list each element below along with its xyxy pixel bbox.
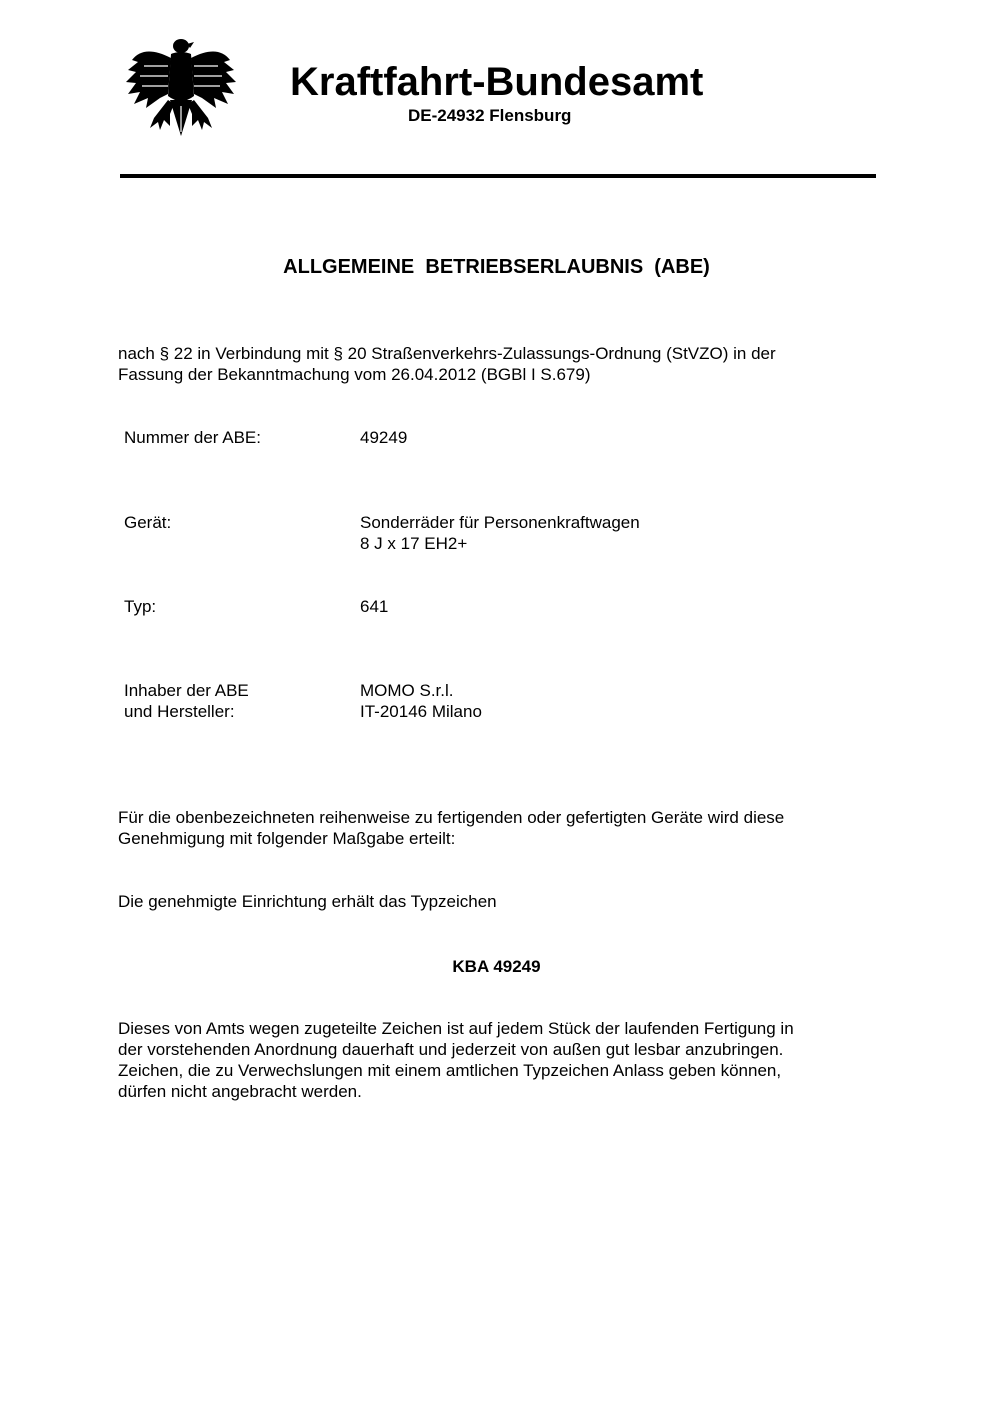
requirements-line: dürfen nicht angebracht werden. [118,1082,362,1101]
federal-eagle-icon [124,36,238,140]
type-label: Typ: [124,597,157,616]
header-divider [120,174,876,178]
device-label: Gerät: [124,513,172,532]
holder-value-line: IT-20146 Milano [360,702,482,721]
holder-value-line: MOMO S.r.l. [360,681,454,700]
legal-basis-line: Fassung der Bekanntmachung vom 26.04.2012 (BGBl I S.679) [118,365,591,384]
device-value-line: 8 J x 17 EH2+ [360,534,468,553]
legal-basis-paragraph [118,343,878,385]
approval-line: Genehmigung mit folgender Maßgabe erteilt: [118,829,456,848]
holder-value [360,680,482,722]
holder-label-line: und Hersteller: [124,702,235,721]
requirements-line: der vorstehenden Anordnung dauerhaft und jederzeit von außen gut lesbar anzubringen. [118,1040,784,1059]
requirements-line: Dieses von Amts wegen zugeteilte Zeichen ist auf jedem Stück der laufenden Fertigung in [118,1019,794,1038]
mark-requirements-paragraph [118,1018,878,1102]
legal-basis-line: nach § 22 in Verbindung mit § 20 Straßenverkehrs-Zulassungs-Ordnung (StVZO) in der [118,344,776,363]
type-value: 641 [360,597,389,616]
abe-number-value: 49249 [360,428,408,447]
requirements-line: Zeichen, die zu Verwechslungen mit einem amtlichen Typzeichen Anlass geben können, [118,1061,782,1080]
device-value [360,512,640,554]
approval-line: Für die obenbezeichneten reihenweise zu fertigenden oder gefertigten Geräte wird diese [118,808,785,827]
abe-number-label: Nummer der ABE: [124,428,261,447]
authority-name: Kraftfahrt-Bundesamt [290,60,704,104]
document-heading: ALLGEMEINE BETRIEBSERLAUBNIS (ABE) [283,256,710,278]
type-mark-intro: Die genehmigte Einrichtung erhält das Typzeichen [118,892,497,911]
type-mark: KBA 49249 [452,957,541,976]
device-value-line: Sonderräder für Personenkraftwagen [360,513,640,532]
holder-label-line: Inhaber der ABE [124,681,249,700]
authority-address: DE-24932 Flensburg [408,106,572,125]
holder-label [124,680,249,722]
approval-paragraph [118,807,878,849]
